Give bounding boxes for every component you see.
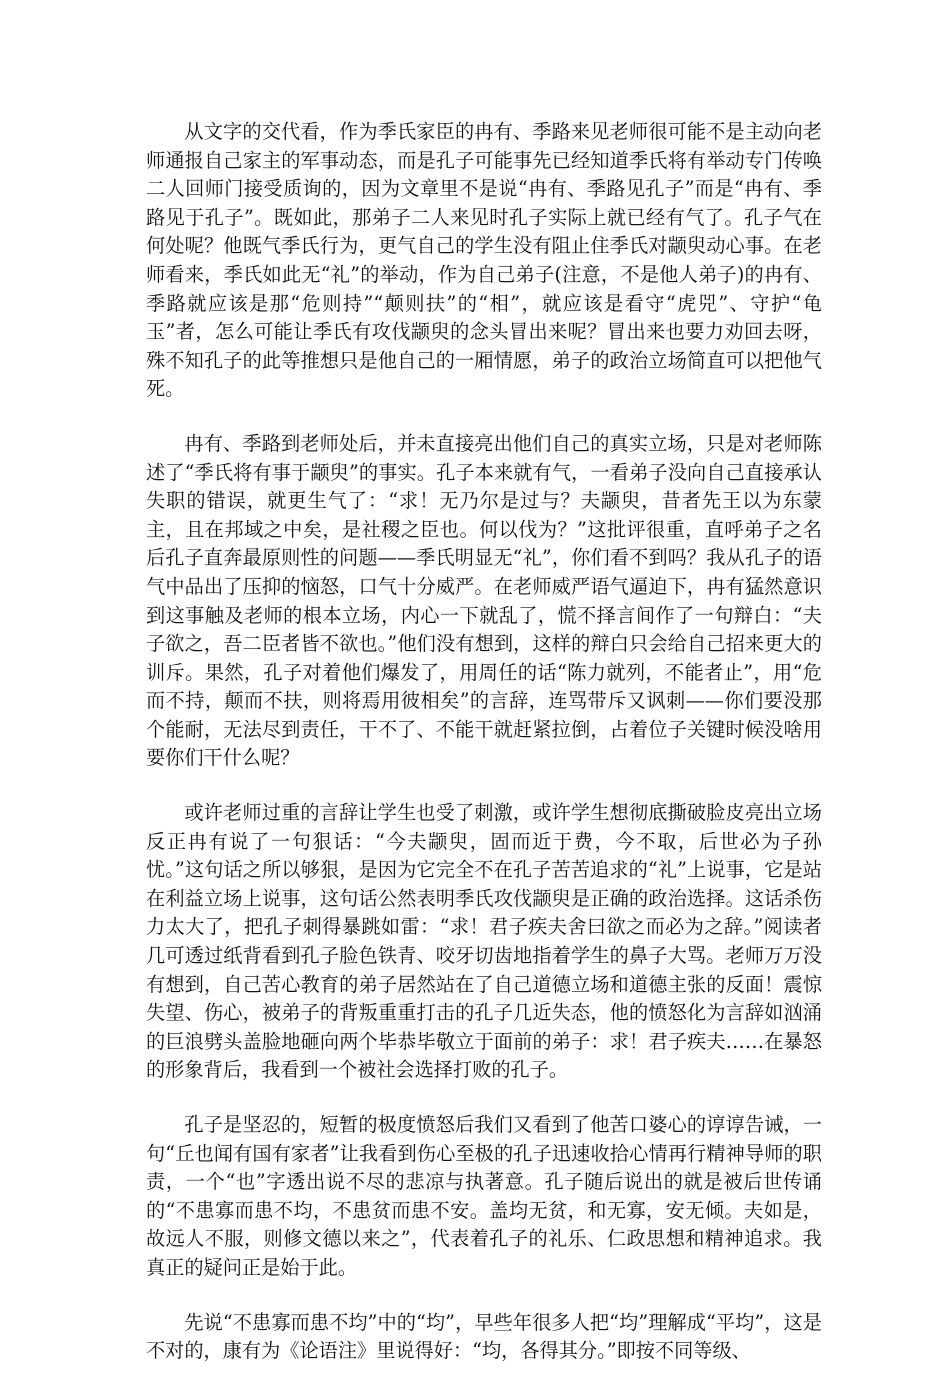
- paragraph-3: 或许老师过重的言辞让学生也受了刺激，或许学生想彻底撕破脸皮亮出立场反正冉有说了一句狠话：“今夫颛臾，固而近于费，今不取，后世必为子孙忧。”这句话之所以够狠，是因为它完全不在孔子苦苦追求的“礼”上说事，它是站在利益立场上说事，这句话公然表明季氏攻伐颛臾是正确的政治选择。这话杀伤力太大了，把孔子刺得暴跳如雷：“求！君子疾夫舍曰欲之而必为之辞。”阅读者几可透过纸背看到孔子脸色铁青、咬牙切齿地指着学生的鼻子大骂。老师万万没有想到，自己苦心教育的弟子居然站在了自己道德立场和道德主张的反面！震惊失望、伤心，被弟子的背叛重重打击的孔子几近失态，他的愤怒化为言辞如汹涌的巨浪劈头盖脸地砸向两个毕恭毕敬立于面前的弟子：求！君子疾夫……在暴怒的形象背后，我看到一个被社会选择打败的孔子。: [146, 801, 822, 1082]
- paragraph-1: 从文字的交代看，作为季氏家臣的冉有、季路来见老师很可能不是主动向老师通报自己家主的军事动态，而是孔子可能事先已经知道季氏将有举动专门传唤二人回师门接受质询的，因为文章里不是说“冉有、季路见孔子”而是“冉有、季路见于孔子”。既如此，那弟子二人来见时孔子实际上就已经有气了。孔子气在何处呢？他既气季氏行为，更气自己的学生没有阻止住季氏对颛臾动心事。在老师看来，季氏如此无“礼”的举动，作为自己弟子(注意，不是他人弟子)的冉有、季路就应该是那“危则持”“颠则扶”的“相”，就应该是看守“虎兕”、守护“龟玉”者，怎么可能让季氏有攻伐颛臾的念头冒出来呢？冒出来也要力劝回去呀，殊不知孔子的此等推想只是他自己的一厢情愿，弟子的政治立场简直可以把他气死。: [146, 120, 822, 401]
- document-body: [146, 118, 822, 1392]
- paragraph-5: 先说“不患寡而患不均”中的“均”，早些年很多人把“均”理解成“平均”，这是不对的，康有为《论语注》里说得好：“均，各得其分。”即按不同等级、: [146, 1310, 822, 1363]
- paragraph-2: 冉有、季路到老师处后，并未直接亮出他们自己的真实立场，只是对老师陈述了“季氏将有事于颛臾”的事实。孔子本来就有气，一看弟子没向自己直接承认失职的错误，就更生气了：“求！无乃尔是过与？夫颛臾，昔者先王以为东蒙主，且在邦域之中矣，是社稷之臣也。何以伐为？”这批评很重，直呼弟子之名后孔子直奔最原则性的问题——季氏明显无“礼”，你们看不到吗？我从孔子的语气中品出了压抑的恼怒，口气十分威严。在老师威严语气逼迫下，冉有猛然意识到这事触及老师的根本立场，内心一下就乱了，慌不择言间作了一句辩白：“夫子欲之，吾二臣者皆不欲也。”他们没有想到，这样的辩白只会给自己招来更大的训斥。果然，孔子对着他们爆发了，用周任的话“陈力就列，不能者止”，用“危而不持，颠而不扶，则将焉用彼相矣”的言辞，连骂带斥又讽刺——你们要没那个能耐，无法尽到责任，干不了、不能干就赶紧拉倒，占着位子关键时候没啥用要你们干什么呢？: [146, 431, 822, 770]
- paragraph-4: 孔子是坚忍的，短暂的极度愤怒后我们又看到了他苦口婆心的谆谆告诫，一句“丘也闻有国有家者”让我看到伤心至极的孔子迅速收拾心情再行精神导师的职责，一个“也”字透出说不尽的悲凉与执著意。孔子随后说出的就是被后世传诵的“不患寡而患不均，不患贫而患不安。盖均无贫，和无寡，安无倾。夫如是，故远人不服，则修文德以来之”，代表着孔子的礼乐、仁政思想和精神追求。我真正的疑问正是始于此。: [146, 1113, 822, 1279]
